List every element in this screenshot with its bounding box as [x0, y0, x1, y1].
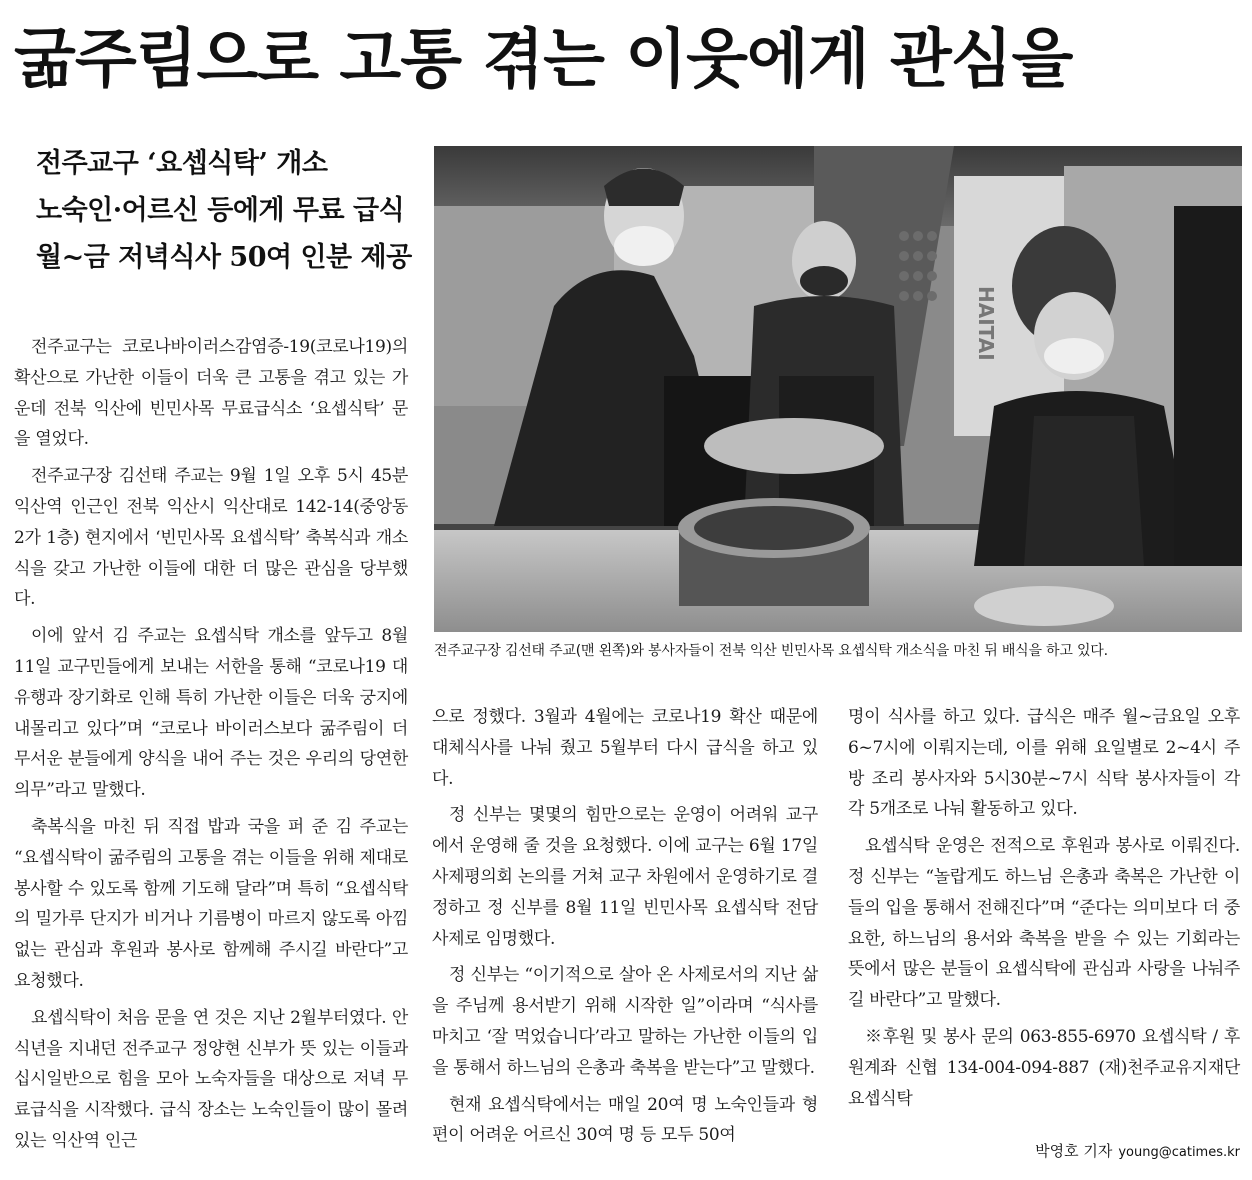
- reporter-email: young@catimes.kr: [1118, 1145, 1240, 1160]
- paragraph: 요셉식탁 운영은 전적으로 후원과 봉사로 이뤄진다. 정 신부는 “놀랍게도 하느님 은총과 축복은 가난한 이들의 입을 통해서 전해진다”며 “준다는 의미보다 더 중요한, 하느님의 용서와 축복을 받을 수 있는 기회라는 뜻에서 많은 분들이 요셉식탁에 관심과 사랑을 나눠주길 바란다”고 말했다.: [848, 836, 1240, 1011]
- paragraph: 현재 요셉식탁에서는 매일 20여 명 노숙인들과 형편이 어려운 어르신 30여 명 등 모두 50여: [432, 1094, 818, 1146]
- headline: 굶주림으로 고통 겪는 이웃에게 관심을: [14, 23, 1073, 97]
- paragraph: 정 신부는 몇몇의 힘만으로는 운영이 어려워 교구에서 운영해 줄 것을 요청했다. 이에 교구는 6월 17일 사제평의회 논의를 거쳐 교구 차원에서 운영하기로 결정하고 정 신부를 8월 11일 빈민사목 요셉식탁 전담 사제로 임명했다.: [432, 805, 818, 949]
- contact-info: ※후원 및 봉사 문의 063-855-6970 요셉식탁 / 후원계좌 신협 134-004-094-887 (재)천주교유지재단 요셉식탁: [848, 1026, 1240, 1109]
- paragraph: 축복식을 마친 뒤 직접 밥과 국을 퍼 준 김 주교는 “요셉식탁이 굶주림의 고통을 겪는 이들을 위해 제대로 봉사할 수 있도록 함께 기도해 달라”며 특히 “요셉식탁의 밀가루 단지가 비거나 기름병이 마르지 않도록 아낌없는 관심과 후원과 봉사로 함께해 주시길 바란다”고 요청했다.: [14, 816, 408, 991]
- subheadline-2: 노숙인·어르신 등에게 무료 급식: [36, 195, 405, 226]
- paragraph-continued: 으로 정했다. 3월과 4월에는 코로나19 확산 때문에 대체식사를 나눠 줬고 5월부터 다시 급식을 하고 있다.: [432, 707, 818, 789]
- photo-caption: 전주교구장 김선태 주교(맨 왼쪽)와 봉사자들이 전북 익산 빈민사목 요셉식탁 개소식을 마친 뒤 배식을 하고 있다.: [434, 643, 1108, 659]
- paragraph: 요셉식탁이 처음 문을 연 것은 지난 2월부터였다. 안식년을 지내던 전주교구 정양현 신부가 뜻 있는 이들과 십시일반으로 힘을 모아 노숙자들을 대상으로 저녁 무료급식을 시작했다. 급식 장소는 노숙인들이 많이 몰려 있는 익산역 인근: [14, 1007, 408, 1151]
- subheadline-1: 전주교구 ‘요셉식탁’ 개소: [36, 148, 328, 179]
- wall-sign-text: HAITAI: [974, 286, 998, 361]
- article-column-1: [14, 332, 408, 1163]
- subheadline-3: 월~금 저녁식사 50여 인분 제공: [36, 242, 412, 273]
- subheadline-block: [36, 140, 416, 281]
- reporter-name: 박영호 기자: [1035, 1142, 1113, 1160]
- paragraph: 정 신부는 “이기적으로 살아 온 사제로서의 지난 삶을 주님께 용서받기 위해 시작한 일”이라며 “식사를 마치고 ‘잘 먹었습니다’라고 말하는 가난한 이들의 입을 통해서 하느님의 은총과 축복을 받는다”고 말했다.: [432, 965, 818, 1078]
- paragraph-continued: 명이 식사를 하고 있다. 급식은 매주 월~금요일 오후 6~7시에 이뤄지는데, 이를 위해 요일별로 2~4시 주방 조리 봉사자와 5시30분~7시 식탁 봉사자들이 각각 5개조로 나눠 활동하고 있다.: [848, 707, 1240, 820]
- paragraph: 이에 앞서 김 주교는 요셉식탁 개소를 앞두고 8월 11일 교구민들에게 보내는 서한을 통해 “코로나19 대유행과 장기화로 인해 특히 가난한 이들은 더욱 궁지에 내몰리고 있다”며 “코로나 바이러스보다 굶주림이 더 무서운 분들에게 양식을 내어 주는 것은 우리의 당연한 의무”라고 말했다.: [14, 626, 408, 801]
- paragraph: 전주교구는 코로나바이러스감염증-19(코로나19)의 확산으로 가난한 이들이 더욱 큰 고통을 겪고 있는 가운데 전북 익산에 빈민사목 무료급식소 ‘요셉식탁’ 문을 열었다.: [14, 337, 408, 450]
- article-column-3: [848, 702, 1240, 1120]
- byline: [1035, 1140, 1240, 1161]
- news-photo: [434, 146, 1242, 632]
- paragraph: 전주교구장 김선태 주교는 9월 1일 오후 5시 45분 익산역 인근인 전북 익산시 익산대로 142-14(중앙동 2가 1층) 현지에서 ‘빈민사목 요셉식탁’ 축복식과 개소식을 갖고 가난한 이들에 대한 더 많은 관심을 당부했다.: [14, 466, 408, 610]
- article-column-2: [432, 702, 818, 1157]
